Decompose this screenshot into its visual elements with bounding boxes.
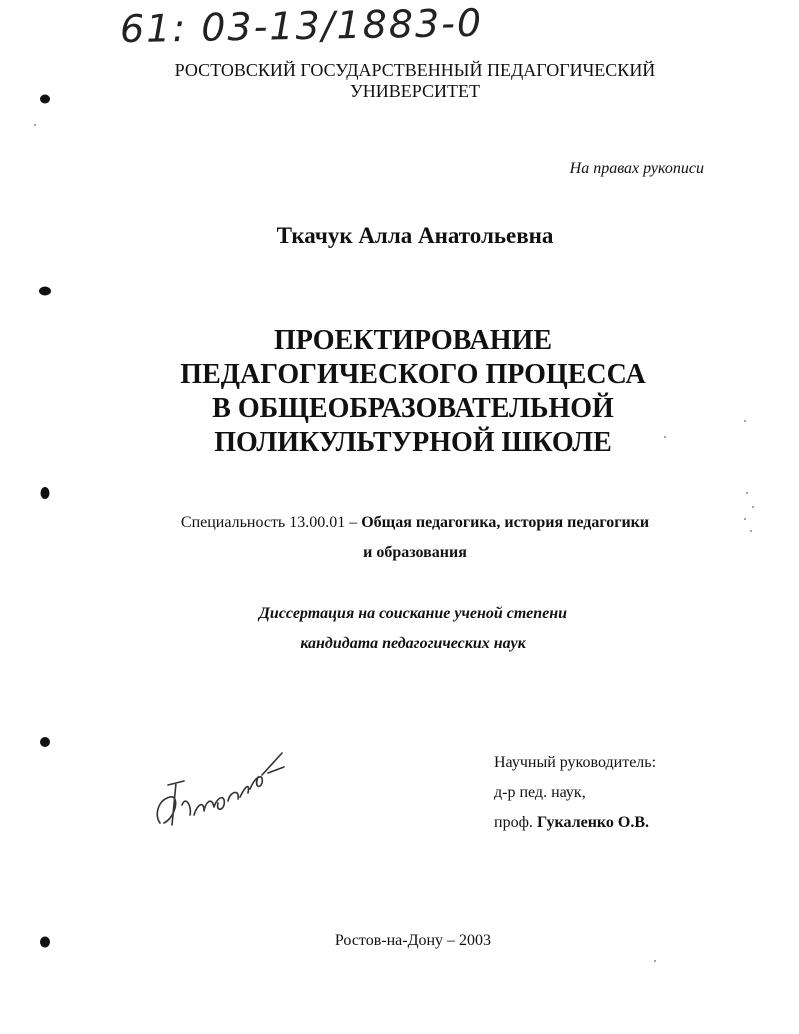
binding-hole-mark-4 [38, 735, 52, 749]
scan-speck [746, 492, 748, 494]
city-year: Ростов-на-Дону – 2003 [334, 932, 492, 949]
scan-speck [744, 420, 746, 422]
supervisor-degree: д-р пед. наук, [494, 784, 586, 801]
supervisor-block [494, 748, 656, 838]
author-signature [150, 745, 290, 835]
binding-hole-mark-2 [38, 284, 52, 298]
title-line-4: ПОЛИКУЛЬТУРНОЙ ШКОЛЕ [214, 427, 612, 458]
degree-statement [0, 599, 799, 659]
supervisor-name: Гукаленко О.В. [536, 814, 650, 831]
title-line-3: В ОБЩЕОБРАЗОВАТЕЛЬНОЙ [212, 393, 614, 424]
binding-hole-mark-5 [38, 935, 52, 949]
supervisor-title: проф. [494, 814, 537, 831]
supervisor-label: Научный руководитель: [494, 754, 657, 771]
scan-speck [744, 518, 746, 520]
degree-line-2: кандидата педагогических наук [300, 635, 526, 652]
specialty-prefix: Специальность 13.00.01 – [180, 514, 362, 531]
specialty [0, 508, 799, 568]
dissertation-title [0, 324, 799, 460]
scan-speck [752, 506, 754, 508]
manuscript-note: На правах рукописи [569, 160, 704, 177]
archive-code: 61: 03-13/1883-0 [119, 0, 484, 52]
university-line-2: УНИВЕРСИТЕТ [350, 81, 480, 101]
specialty-name-line-2: и образования [363, 544, 467, 561]
university-name [0, 60, 799, 102]
specialty-name-line-1: Общая педагогика, история педагогики [361, 514, 650, 531]
title-line-1: ПРОЕКТИРОВАНИЕ [273, 325, 553, 356]
title-line-2: ПЕДАГОГИЧЕСКОГО ПРОЦЕССА [180, 359, 646, 390]
scan-speck [750, 530, 752, 532]
scan-speck [664, 436, 666, 438]
degree-line-1: Диссертация на соискание ученой степени [259, 605, 567, 622]
scan-speck [654, 960, 656, 962]
author-name: Ткачук Алла Анатольевна [276, 223, 554, 248]
binding-hole-mark-1 [38, 92, 52, 106]
scan-speck [34, 124, 36, 126]
binding-hole-mark-3 [38, 486, 52, 500]
university-line-1: РОСТОВСКИЙ ГОСУДАРСТВЕННЫЙ ПЕДАГОГИЧЕСКИЙ [174, 60, 656, 80]
